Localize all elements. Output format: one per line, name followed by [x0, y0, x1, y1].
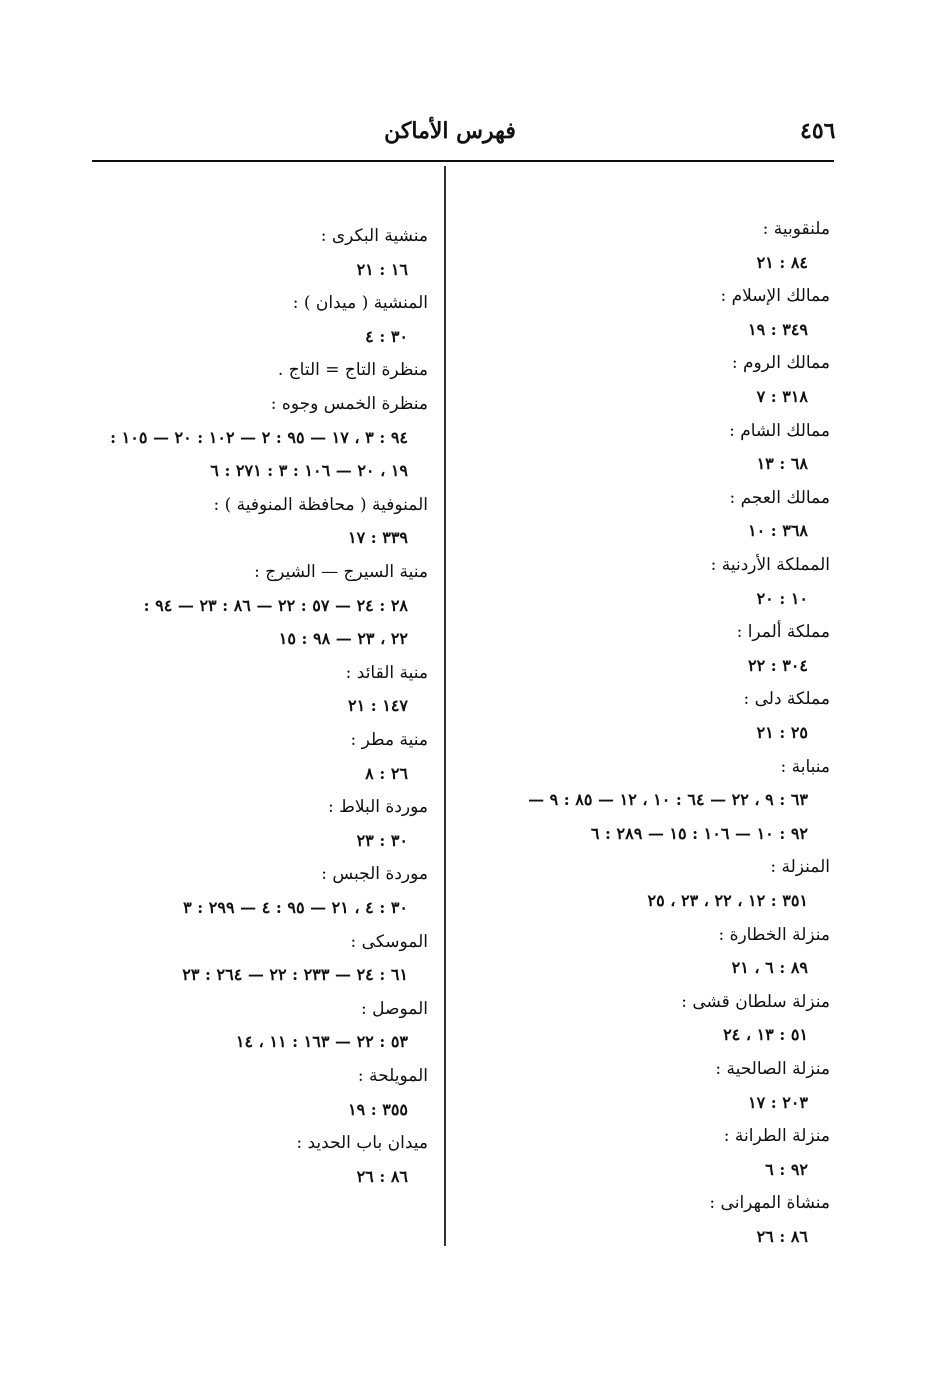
index-entry-name: منزلة الصالحية : — [715, 1059, 830, 1079]
index-entry-references: ٣٤٩ : ١٩ — [747, 319, 808, 339]
index-entry-references: ٨٤ : ٢١ — [756, 252, 808, 272]
index-entry-name: المملكة الأردنية : — [710, 555, 830, 575]
index-entry-references: ٥١ : ١٣ ، ٢٤ — [723, 1025, 808, 1045]
index-entry-name: ميدان باب الحديد : — [296, 1133, 428, 1154]
index-entry-references: ٩٢ : ٦ — [765, 1159, 808, 1179]
index-entry-references: ٥٣ : ٢٢ — ١٦٣ : ١١ ، ١٤ — [235, 1032, 408, 1052]
index-entry-references: ٣٦٨ : ١٠ — [747, 521, 808, 541]
index-entry-name: المنشية ( ميدان ) : — [292, 293, 428, 314]
index-entry-references: ٣١٨ : ٧ — [756, 387, 808, 406]
index-entry-name: مملكة دلى : — [743, 689, 830, 710]
index-entry-references: ٦٣ : ٩ ، ٢٢ — ٦٤ : ١٠ ، ١٢ — ٨٥ : ٩ — — [528, 790, 808, 810]
index-entry-name: موردة البلاط : — [327, 797, 428, 818]
index-entry-references: ٢٦ : ٨ — [365, 763, 408, 783]
index-entry-name: ممالك العجم : — [729, 487, 830, 508]
index-entry-references: ١٠ : ٢٠ — [756, 588, 808, 608]
index-entry-references: ٨٩ : ٦ ، ٢١ — [731, 958, 808, 978]
index-entry-name: منية القائد : — [345, 662, 428, 683]
index-entry-references: ٣٠ : ٤ — [365, 326, 408, 346]
index-entry-name: الموصل : — [361, 998, 428, 1019]
index-entry-references: ٣٠ : ٢٣ — [356, 830, 408, 850]
index-entry-references: ٣٠٤ : ٢٢ — [747, 655, 808, 675]
index-entry-references: ٢٠٣ : ١٧ — [747, 1092, 808, 1112]
index-entry-name: منشية البكرى : — [320, 226, 428, 246]
index-entry-references: ٢٢ ، ٢٣ — ٩٨ : ١٥ — [278, 629, 408, 649]
index-entry-references: ٣٣٩ : ١٧ — [347, 528, 408, 548]
index-entry-name: منزلة سلطان قشى : — [681, 991, 830, 1012]
index-entry-name: منظرة الخمس وجوه : — [270, 394, 428, 414]
index-entry-name: منية مطر : — [350, 730, 428, 750]
index-entry-references: ٦٨ : ١٣ — [756, 454, 808, 474]
index-entry-name: منظرة التاج = التاج . — [277, 360, 428, 381]
index-entry-name: ممالك الإسلام : — [720, 286, 830, 307]
index-entry-references: ١٤٧ : ٢١ — [347, 696, 408, 716]
index-entry-name: مملكة ألمرا : — [736, 622, 830, 643]
running-title: فهرس الأماكن — [384, 118, 516, 144]
index-entry-name: منزلة الطرانة : — [723, 1126, 830, 1147]
index-entry-references: ٨٦ : ٢٦ — [756, 1227, 808, 1246]
index-entry-references: ٣٠ : ٤ ، ٢١ — ٩٥ : ٤ — ٢٩٩ : ٣ — [183, 898, 408, 917]
index-entry-name: ممالك الشام : — [729, 420, 830, 441]
index-entry-references: ٢٥ : ٢١ — [756, 723, 808, 742]
index-entry-name: موردة الجبس : — [321, 864, 428, 885]
index-entry-name: منشاة المهرانى : — [709, 1193, 830, 1214]
index-entry-references: ٣٥٥ : ١٩ — [347, 1099, 408, 1119]
index-entry-references: ١٩ ، ٢٠ — ١٠٦ : ٣ : ٢٧١ : ٦ — [210, 461, 408, 481]
index-entry-name: المويلحة : — [357, 1066, 428, 1086]
index-entry-references: ٩٤ : ٣ ، ١٧ — ٩٥ : ٢ — ١٠٢ : ٢٠ — ١٠٥ : — [110, 427, 408, 447]
index-entry-name: ممالك الروم : — [731, 353, 830, 374]
index-entry-name: الموسكى : — [350, 931, 428, 952]
index-entry-name: المنوفية ( محافظة المنوفية ) : — [213, 494, 428, 515]
index-entry-name: منية السيرج — الشيرج : — [254, 562, 428, 582]
index-entry-references: ٨٦ : ٢٦ — [356, 1166, 408, 1186]
index-entry-name: ملنقوبية : — [762, 219, 830, 239]
index-entry-name: منبابة : — [780, 756, 830, 777]
index-entry-name: المنزلة : — [770, 857, 830, 878]
page-number: ٤٥٦ — [800, 118, 836, 144]
index-entry-references: ٩٢ : ١٠ — ١٠٦ : ١٥ — ٢٨٩ : ٦ — [590, 823, 808, 843]
index-entry-references: ٣٥١ : ١٢ ، ٢٢ ، ٢٣ ، ٢٥ — [647, 891, 808, 910]
index-entry-references: ١٦ : ٢١ — [356, 259, 408, 279]
index-entry-references: ٦١ : ٢٤ — ٢٣٣ : ٢٢ — ٢٦٤ : ٢٣ — [182, 965, 408, 985]
index-entry-name: منزلة الخطارة : — [718, 924, 830, 945]
index-entry-references: ٢٨ : ٢٤ — ٥٧ : ٢٢ — ٨٦ : ٢٣ — ٩٤ : — [143, 595, 408, 615]
